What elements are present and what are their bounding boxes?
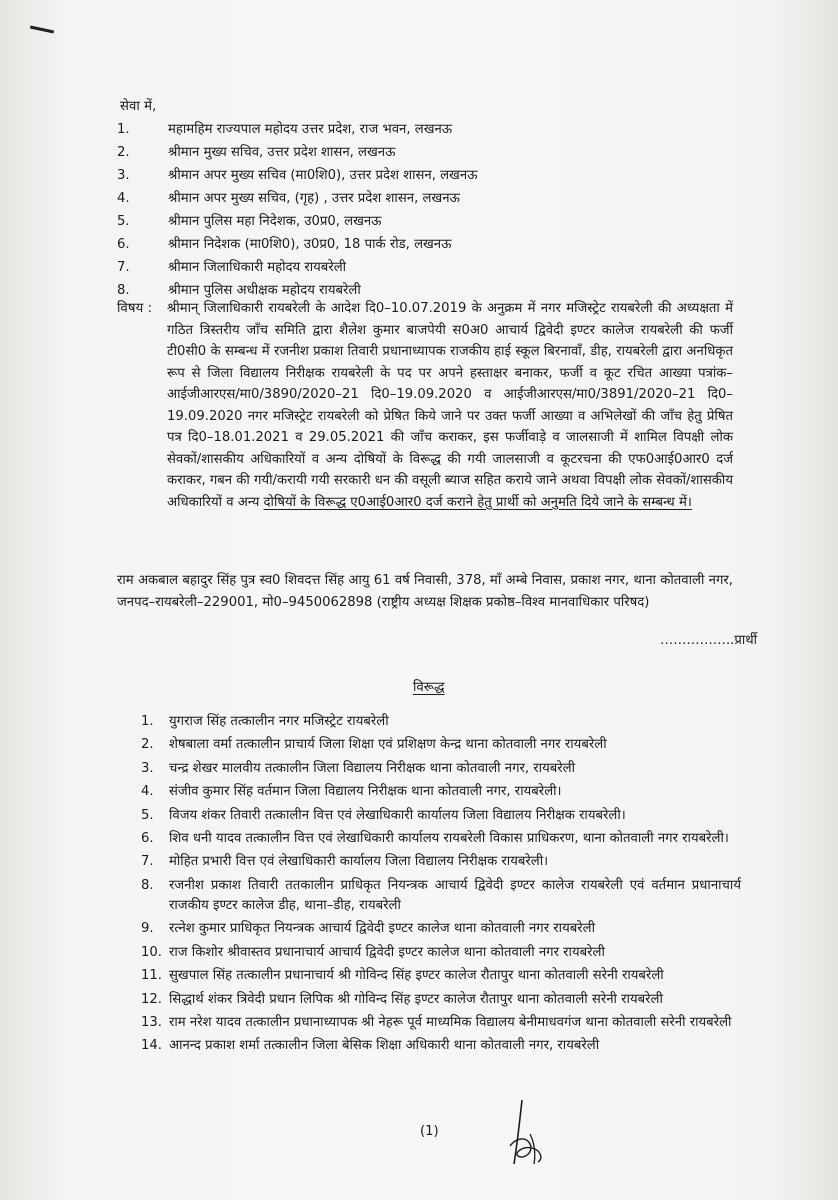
- list-item: 3. चन्द्र शेखर मालवीय तत्कालीन जिला विद्यालय निरीक्षक थाना कोतवाली नगर, रायबरेली: [141, 760, 576, 776]
- list-item: 8. श्रीमान पुलिस अधीक्षक महोदय रायबरेली: [117, 283, 361, 298]
- pen-mark: [30, 26, 54, 34]
- accused-list: [141, 712, 741, 1060]
- list-item: 1. युगराज सिंह तत्कालीन नगर मजिस्ट्रेट रायबरेली: [141, 714, 389, 729]
- applicant-details: राम अकबाल बहादुर सिंह पुत्र स्व0 शिवदत्त सिंह आयु 61 वर्ष निवासी, 378, माँ अम्बे निवास, प्रकाश नगर, थाना कोतवाली नगर, जनपद–रायबरेली–229001, मो0–9450062898 (राष्ट्रीय अध्यक्ष शिक्षक प्रकोष्ठ–विश्व मानवाधिकार परिषद): [117, 573, 733, 610]
- list-item: 8. रजनीश प्रकाश तिवारी ततकालीन प्राधिकृत नियन्त्रक आचार्य द्विवेदी इण्टर कालेज रायबरेली एवं वर्तमान प्रधानाचार्य राजकीय इण्टर कालेज डीह, थाना–डीह, रायबरेली: [141, 877, 741, 913]
- signature: [500, 1098, 560, 1168]
- page-number: (1): [420, 1124, 439, 1139]
- subject-text: श्रीमान् जिलाधिकारी रायबरेली के आदेश दि0–10.07.2019 के अनुक्रम में नगर मजिस्ट्रेट रायबरेली की अध्यक्षता में गठित त्रिस्तरीय जाँच समिति द्वारा शैलेश कुमार बाजपेयी स0अ0 आचार्य द्विवेदी इण्टर कालेज रायबरेली की फर्जी टी0सी0 के सम्बन्ध में रजनीश प्रकाश तिवारी प्रधानाध्यापक राजकीय हाई स्कूल बिरनावाँ, डीह, रायबरेली द्वारा अनधिकृत रूप से जिला विद्यालय निरीक्षक रायबरेली के पद पर अपने हस्ताक्षर बनाकर, फर्जी व कूट रचित आख्या पत्रांक–आईजीआरएस/मा0/3890/2020–21 दि0–19.09.2020 व आईजीआरएस/मा0/3891/2020–21 दि0–19.09.2020 नगर मजिस्ट्रेट रायबरेली को प्रेषित किये जाने पर उक्त फर्जी आख्या व अभिलेखों की जाँच हेतु प्रेषित पत्र दि0–18.01.2021 व 29.05.2021 की जाँच कराकर, इस फर्जीवाड़े व जालसाजी में शामिल विपक्षी लोक सेवकों/शासकीय अधिकारियों व अन्य दोषियों के विरूद्ध की गयी जालसाजी व कूटरचना की एफ0आई0आर0 दर्ज कराकर, गबन की गयी/करायी गयी सरकारी धन की वसूली ब्याज सहित कराये जाने अथवा विपक्षी लोक सेवकों/शासकीय अधिकारियों व अन्य: [167, 301, 733, 510]
- list-item: 4. श्रीमान अपर मुख्य सचिव, (गृह) , उत्तर प्रदेश शासन, लखनऊ: [117, 191, 460, 206]
- list-item: 2. श्रीमान मुख्य सचिव, उत्तर प्रदेश शासन, लखनऊ: [117, 145, 396, 160]
- list-item: 7. श्रीमान जिलाधिकारी महोदय रायबरेली: [117, 260, 347, 275]
- list-item: 5. श्रीमान पुलिस महा निदेशक, उ0प्र0, लखनऊ: [117, 214, 382, 229]
- list-item: 11. सुखपाल सिंह तत्कालीन प्रधानाचार्य श्री गोविन्द सिंह इण्टर कालेज रौतापुर थाना कोतवाली सरेनी रायबरेली: [141, 968, 664, 984]
- subject-underlined-text: दोषियों के विरूद्ध ए0आई0आर0 दर्ज कराने हेतु प्रार्थी को अनुमति दिये जाने के सम्बन्ध में।: [263, 494, 692, 510]
- addressee-list: [117, 118, 478, 302]
- list-item: 12. सिद्धार्थ शंकर त्रिवेदी प्रधान लिपिक श्री गोविन्द सिंह इण्टर कालेज रौतापुर थाना कोतवाली सरेनी रायबरेली: [141, 991, 663, 1007]
- list-item: 9. रत्नेश कुमार प्राधिकृत नियन्त्रक आचार्य द्विवेदी इण्टर कालेज थाना कोतवाली नगर रायबरेली: [141, 921, 596, 937]
- list-item: 6. श्रीमान निदेशक (मा0शि0), उ0प्र0, 18 पार्क रोड, लखनऊ: [117, 237, 452, 252]
- list-item: 7. मोहित प्रभारी वित्त एवं लेखाधिकारी कार्यालय जिला विद्यालय निरीक्षक रायबरेली।: [141, 854, 549, 870]
- versus-heading: विरूद्ध: [413, 680, 445, 695]
- list-item: 13. राम नरेश यादव तत्कालीन प्रधानाध्यापक श्री नेहरू पूर्व माध्यमिक विद्यालय बेनीमाधवगंज थाना कोतवाली सरेनी रायबरेली: [141, 1014, 732, 1030]
- list-item: 3. श्रीमान अपर मुख्य सचिव (मा0शि0), उत्तर प्रदेश शासन, लखनऊ: [117, 168, 478, 183]
- list-item: 4. संजीव कुमार सिंह वर्तमान जिला विद्यालय निरीक्षक थाना कोतवाली नगर, रायबरेली।: [141, 784, 562, 800]
- list-item: 14. आनन्द प्रकाश शर्मा तत्कालीन जिला बेसिक शिक्षा अधिकारी थाना कोतवाली नगर, रायबरेली: [141, 1038, 600, 1054]
- list-item: 6. शिव धनी यादव तत्कालीन वित्त एवं लेखाधिकारी कार्यालय रायबरेली विकास प्राधिकरण, थाना कोतवाली नगर रायबरेली।: [141, 830, 729, 846]
- list-item: 10. राज किशोर श्रीवास्तव प्रधानाचार्य आचार्य द्विवेदी इण्टर कालेज थाना कोतवाली नगर रायबरेली: [141, 944, 605, 960]
- subject-label: विषय :: [117, 301, 153, 316]
- petitioner-label: ……………..प्रार्थी: [660, 633, 758, 648]
- list-item: 5. विजय शंकर तिवारी तत्कालीन वित्त एवं लेखाधिकारी कार्यालय जिला विद्यालय निरीक्षक रायबरेली।: [141, 807, 626, 823]
- list-item: 1. महामहिम राज्यपाल महोदय उत्तर प्रदेश, राज भवन, लखनऊ: [117, 122, 453, 137]
- salutation: सेवा में,: [120, 99, 157, 114]
- subject-paragraph: [167, 298, 733, 513]
- list-item: 2. शेषबाला वर्मा तत्कालीन प्राचार्य जिला शिक्षा एवं प्रशिक्षण केन्द्र थाना कोतवाली नगर रायबरेली: [141, 737, 607, 753]
